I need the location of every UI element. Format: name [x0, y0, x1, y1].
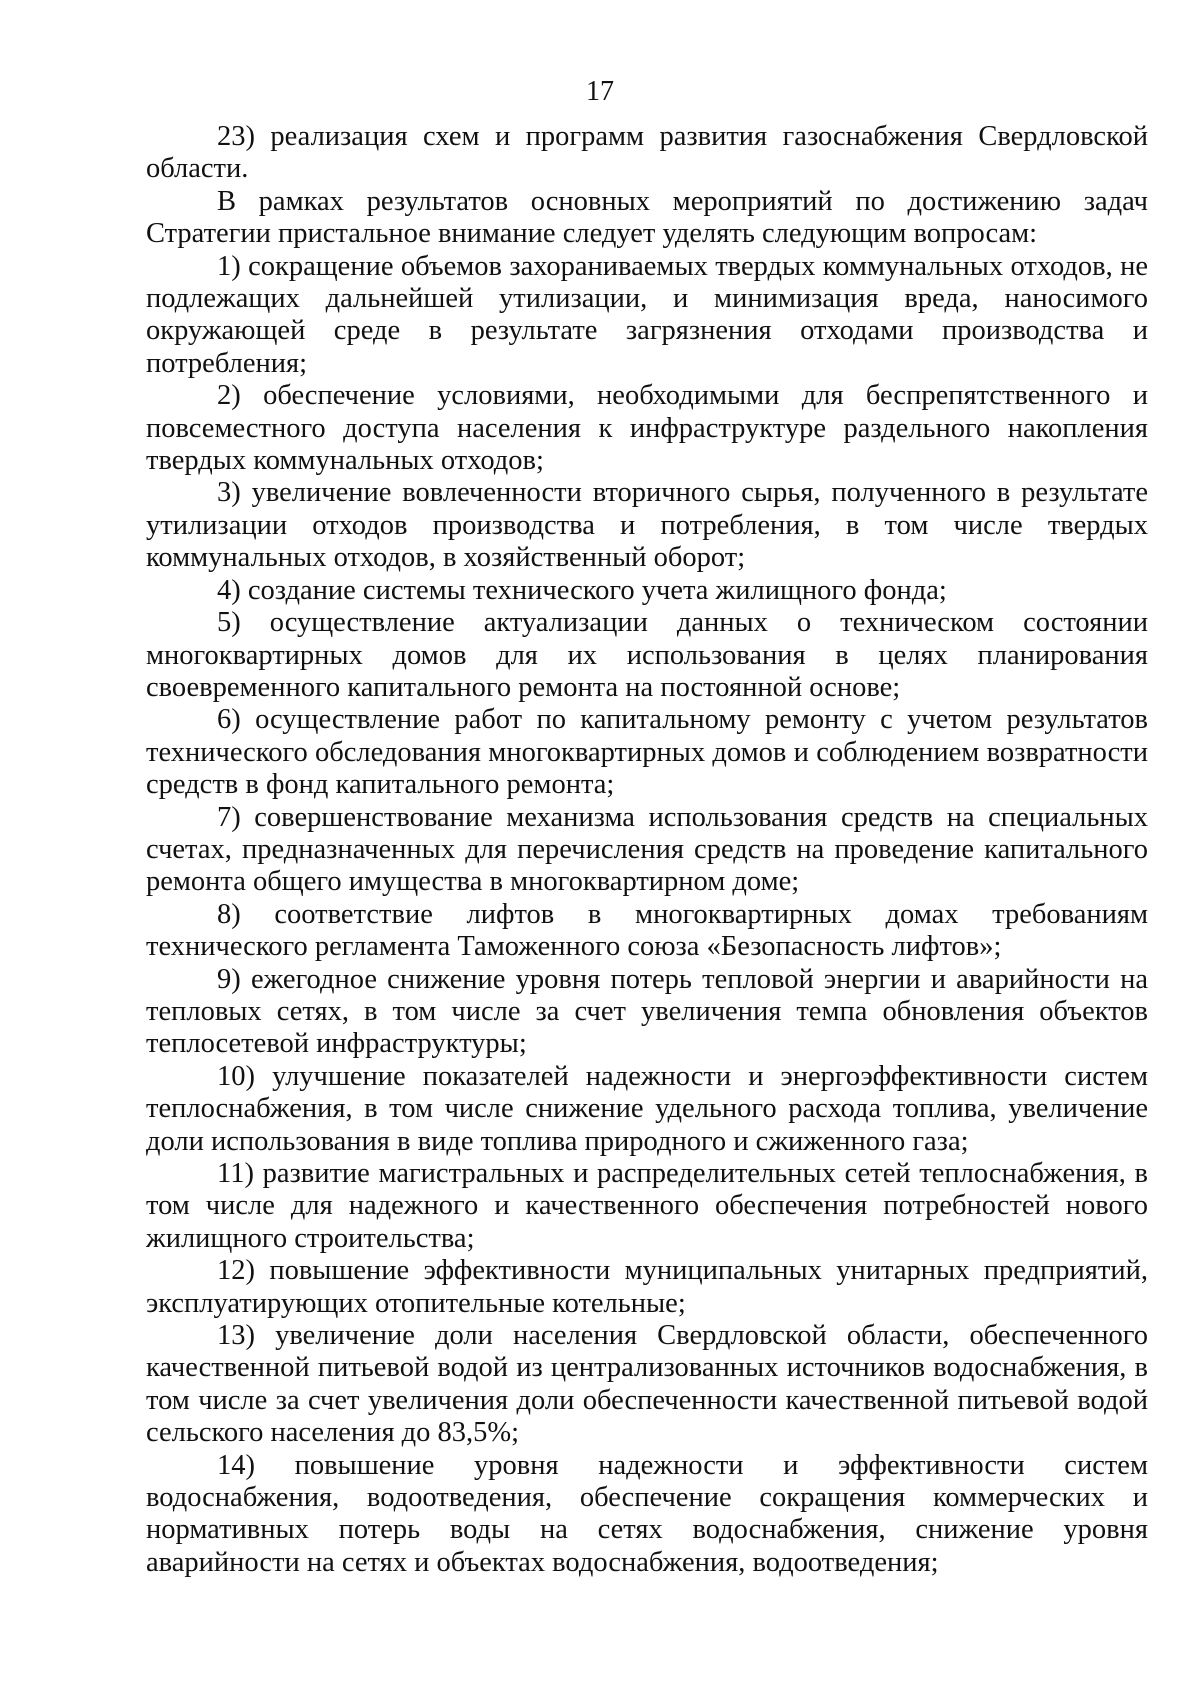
paragraph-intro: В рамках результатов основных мероприятий по достижению задач Стратегии пристальное внимание следует уделять следующим вопросам: [146, 185, 1148, 250]
list-item-10: 10) улучшение показателей надежности и энергоэффективности систем теплоснабжения, в том числе снижение удельного расхода топлива, увеличение доли использования в виде топлива природного и сжиженного газа; [146, 1060, 1148, 1157]
list-item-7: 7) совершенствование механизма использования средств на специальных счетах, предназначенных для перечисления средств на проведение капитального ремонта общего имущества в многоквартирном доме; [146, 801, 1148, 898]
list-item-11: 11) развитие магистральных и распределительных сетей теплоснабжения, в том числе для надежного и качественного обеспечения потребностей нового жилищного строительства; [146, 1158, 1148, 1254]
document-body [146, 121, 1148, 1579]
page-number: 17 [586, 76, 614, 107]
list-item-13: 13) увеличение доли населения Свердловской области, обеспеченного качественной питьевой водой из централизованных источников водоснабжения, в том числе за счет увеличения доли обеспеченности качественной питьевой водой сельского населения до 83,5%; [146, 1320, 1148, 1449]
paragraph-item-23: 23) реализация схем и программ развития газоснабжения Свердловской области. [146, 121, 1148, 185]
list-item-8: 8) соответствие лифтов в многоквартирных домах требованиям технического регламента Таможенного союза «Безопасность лифтов»; [146, 898, 1148, 963]
list-item-5: 5) осуществление актуализации данных о техническом состоянии многоквартирных домов для их использования в целях планирования своевременного капитального ремонта на постоянной основе; [146, 607, 1148, 703]
list-item-12: 12) повышение эффективности муниципальных унитарных предприятий, эксплуатирующих отопительные котельные; [146, 1255, 1148, 1319]
list-item-4: 4) создание системы технического учета жилищного фонда; [217, 574, 947, 606]
list-item-2: 2) обеспечение условиями, необходимыми для беспрепятственного и повсеместного доступа населения к инфраструктуре раздельного накопления твердых коммунальных отходов; [146, 380, 1148, 477]
list-item-3: 3) увеличение вовлеченности вторичного сырья, полученного в результате утилизации отходов производства и потребления, в том числе твердых коммунальных отходов, в хозяйственный оборот; [146, 477, 1148, 574]
list-item-6: 6) осуществление работ по капитальному ремонту с учетом результатов технического обследования многоквартирных домов и соблюдением возвратности средств в фонд капитального ремонта; [146, 704, 1148, 801]
list-item-1: 1) сокращение объемов захораниваемых твердых коммунальных отходов, не подлежащих дальнейшей утилизации, и минимизация вреда, наносимого окружающей среде в результате загрязнения отходами производства и потребления; [146, 250, 1148, 379]
list-item-9: 9) ежегодное снижение уровня потерь тепловой энергии и аварийности на тепловых сетях, в том числе за счет увеличения темпа обновления объектов теплосетевой инфраструктуры; [146, 963, 1148, 1060]
list-item-14: 14) повышение уровня надежности и эффективности систем водоснабжения, водоотведения, обеспечение сокращения коммерческих и нормативных потерь воды на сетях водоснабжения, снижение уровня аварийности на сетях и объектах водоснабжения, водоотведения; [146, 1449, 1148, 1578]
